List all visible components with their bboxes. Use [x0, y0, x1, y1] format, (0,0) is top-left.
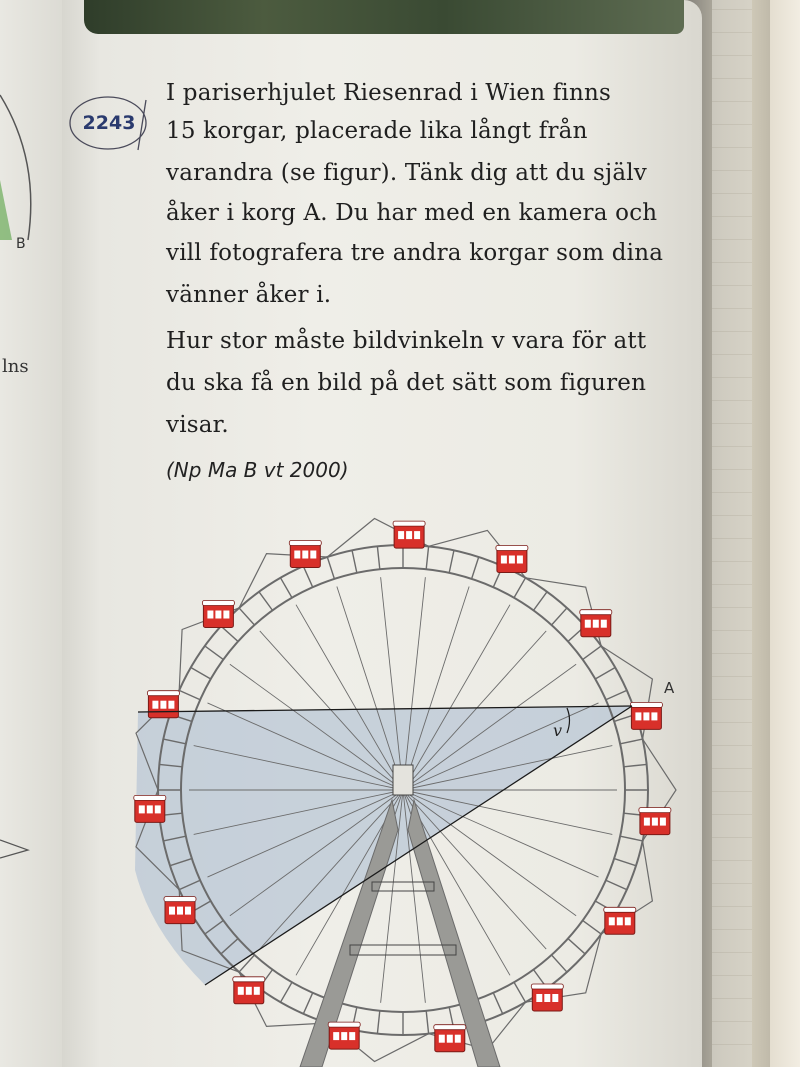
rim-tie	[377, 1011, 379, 1034]
rim-tie	[568, 939, 585, 954]
rim-tie	[221, 626, 238, 641]
gondola-window	[414, 531, 420, 539]
gondola-window	[168, 701, 174, 709]
gondola-window	[310, 551, 316, 559]
left-page-fragment-lns: lns	[2, 356, 29, 377]
gondola-window	[341, 1032, 347, 1040]
rim-tie	[606, 880, 627, 889]
gondola-window	[302, 551, 308, 559]
rim-tie	[191, 668, 211, 680]
gondola-window	[643, 712, 649, 720]
gondola-window	[246, 987, 252, 995]
rim-tie	[614, 859, 636, 866]
rim-tie	[514, 982, 526, 1002]
rim-tie	[552, 608, 567, 625]
gondola	[580, 610, 612, 637]
gondola-roof	[164, 897, 196, 902]
rim-tie	[606, 690, 627, 699]
rim-tie	[449, 550, 454, 572]
gondola-window	[660, 818, 666, 826]
gondola	[604, 907, 636, 934]
gondola	[328, 1022, 360, 1049]
question-text-line: du ska få en bild på det sätt som figuren	[166, 370, 647, 396]
rim-tie	[472, 557, 479, 579]
gondola-roof	[604, 907, 636, 912]
gondola-window	[609, 917, 615, 925]
problem-text-line: 15 korgar, placerade lika långt från	[166, 118, 588, 144]
rim-tie	[205, 646, 224, 660]
problem-text-line: varandra (se figur). Tänk dig att du själv	[166, 160, 647, 186]
gondola-roof	[630, 702, 662, 707]
rim-tie	[620, 739, 642, 744]
gondola-window	[552, 994, 558, 1002]
rim-tie	[281, 982, 293, 1002]
rim-tie	[493, 993, 502, 1014]
problem-text-line: vänner åker i.	[166, 282, 332, 308]
rim-tie	[583, 920, 602, 934]
rim-tie	[303, 993, 312, 1014]
rim-tie	[377, 546, 379, 569]
gondola-window	[398, 531, 404, 539]
gondola-window	[152, 701, 158, 709]
gondola-roof	[289, 541, 321, 546]
problem-text-line: åker i korg A. Du har med en kamera och	[166, 200, 658, 226]
gondola	[639, 808, 671, 835]
left-page-fragment-b: B	[16, 236, 26, 252]
label-gondola-a: A	[664, 679, 675, 697]
gondola-roof	[328, 1022, 360, 1027]
gondola-window	[215, 611, 221, 619]
gondola-window	[406, 531, 412, 539]
gondola-roof	[639, 808, 671, 813]
rim-tie	[259, 592, 273, 611]
question-text-line: visar.	[166, 412, 229, 438]
rim-tie	[533, 592, 547, 611]
wheel-hub	[393, 765, 413, 795]
gondola-roof	[496, 546, 528, 551]
gondola-window	[169, 907, 175, 915]
gondola-roof	[147, 691, 179, 696]
gondola-window	[139, 805, 145, 813]
rim-tie	[624, 764, 647, 766]
rim-tie	[620, 836, 642, 841]
rim-tie	[595, 668, 615, 680]
label-angle-v: v	[553, 721, 563, 740]
gondola	[202, 601, 234, 628]
gondola	[233, 977, 265, 1004]
gondola-window	[439, 1035, 445, 1043]
gondola	[393, 521, 425, 548]
gondola-window	[447, 1035, 453, 1043]
rim-tie	[303, 566, 312, 587]
gondola-window	[223, 611, 229, 619]
tower-brace	[350, 945, 456, 955]
problem-source: (Np Ma B vt 2000)	[166, 458, 349, 482]
gondola	[496, 546, 528, 573]
gondola-window	[333, 1032, 339, 1040]
gondola-window	[238, 987, 244, 995]
gondola-window	[155, 805, 161, 813]
gondola	[147, 691, 179, 718]
gondola-window	[509, 556, 515, 564]
gondola-roof	[393, 521, 425, 526]
rim-tie	[179, 690, 200, 699]
gondola-window	[501, 556, 507, 564]
gondola-roof	[580, 610, 612, 615]
rim-tie	[327, 557, 334, 579]
gondola-window	[536, 994, 542, 1002]
problem-text-line: I pariserhjulet Riesenrad i Wien finns	[166, 80, 612, 106]
gondola-roof	[233, 977, 265, 982]
gondola	[134, 795, 166, 822]
rim-tie	[426, 546, 428, 569]
gondola-window	[294, 551, 300, 559]
gondola-window	[254, 987, 260, 995]
gondola-window	[177, 907, 183, 915]
gondola-window	[349, 1032, 355, 1040]
gondola-roof	[434, 1025, 466, 1030]
gondola-window	[617, 917, 623, 925]
gondola	[164, 897, 196, 924]
rim-tie	[352, 550, 357, 572]
gondola-window	[593, 620, 599, 628]
gondola-roof	[134, 795, 166, 800]
question-text-line: Hur stor måste bildvinkeln v vara för att	[166, 328, 647, 354]
gondola	[531, 984, 563, 1011]
gondola-window	[652, 818, 658, 826]
rim-tie	[583, 646, 602, 660]
problem-number: 2243	[82, 112, 136, 134]
gondola-window	[635, 712, 641, 720]
problem-text-line: vill fotografera tre andra korgar som dina	[166, 240, 664, 266]
gondola-window	[651, 712, 657, 720]
rim-tie	[426, 1011, 428, 1034]
gondola	[434, 1025, 466, 1052]
gondola-window	[544, 994, 550, 1002]
rim-tie	[514, 578, 526, 598]
gondola-roof	[202, 601, 234, 606]
gondola-window	[585, 620, 591, 628]
gondola-window	[207, 611, 213, 619]
gondola-window	[625, 917, 631, 925]
gondola-window	[185, 907, 191, 915]
gondola	[289, 541, 321, 568]
gondola-window	[517, 556, 523, 564]
rim-tie	[552, 955, 567, 972]
gondola-roof	[531, 984, 563, 989]
rim-tie	[239, 608, 254, 625]
gondola-window	[644, 818, 650, 826]
gondola-window	[160, 701, 166, 709]
gondola	[630, 702, 662, 729]
gondola-window	[601, 620, 607, 628]
gondola-window	[455, 1035, 461, 1043]
gondola-window	[147, 805, 153, 813]
rim-tie	[281, 578, 293, 598]
